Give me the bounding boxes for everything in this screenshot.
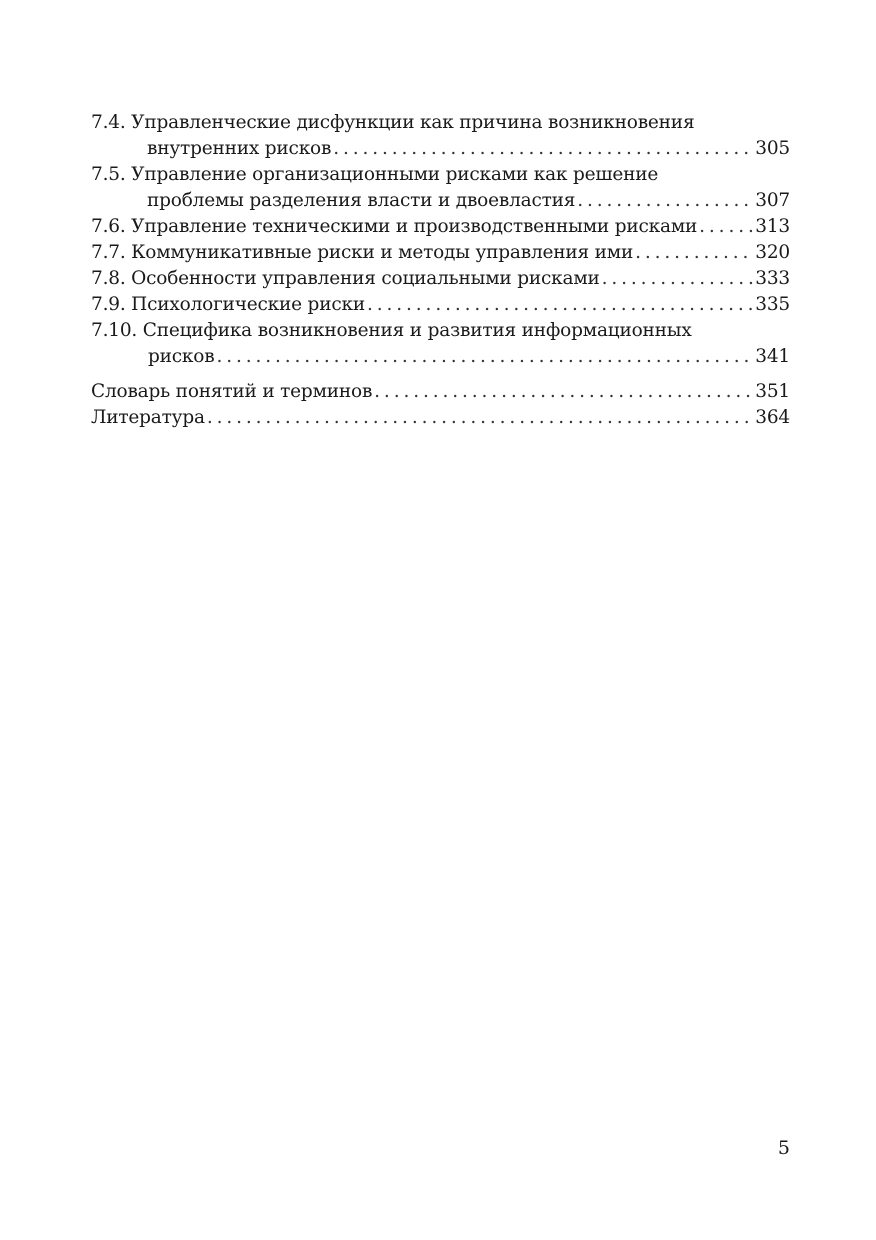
toc-entry-title: Литература	[91, 407, 205, 428]
table-of-contents	[91, 110, 790, 431]
toc-page-number: 351	[755, 381, 790, 402]
toc-page-number: 335	[755, 294, 790, 315]
page-number: 5	[777, 1137, 790, 1159]
dot-leader	[367, 292, 753, 318]
toc-entry-7-6[interactable]	[91, 214, 790, 240]
toc-entry-literature[interactable]	[91, 405, 790, 431]
toc-entry-title-line2: внутренних рисков	[147, 138, 332, 159]
toc-entry-title-line1: 7.10. Специфика возникновения и развития информационных	[91, 320, 692, 341]
toc-page-number: 364	[755, 407, 790, 428]
toc-page-number: 333	[755, 268, 790, 289]
dot-leader	[635, 240, 753, 266]
toc-entry-title: 7.6. Управление техническими и производственными рисками	[91, 216, 698, 237]
toc-entry-title-line1: 7.4. Управленческие дисфункции как причина возникновения	[91, 112, 695, 133]
toc-entry-title: 7.7. Коммуникативные риски и методы управления ими	[91, 242, 634, 263]
toc-entry-title: 7.8. Особенности управления социальными рисками	[91, 268, 600, 289]
toc-entry-7-5[interactable]	[91, 162, 790, 214]
dot-leader	[207, 405, 753, 431]
dot-leader	[216, 344, 753, 370]
toc-page-number: 305	[755, 138, 790, 159]
toc-entry-7-4[interactable]	[91, 110, 790, 162]
toc-page-number: 320	[755, 242, 790, 263]
dot-leader	[577, 188, 753, 214]
dot-leader	[333, 136, 753, 162]
toc-entry-title-line2: проблемы разделения власти и двоевластия	[147, 190, 576, 211]
toc-entry-glossary[interactable]	[91, 379, 790, 405]
toc-entry-title: 7.9. Психологические риски	[91, 294, 365, 315]
dot-leader	[699, 214, 753, 240]
toc-entry-7-9[interactable]	[91, 292, 790, 318]
dot-leader	[602, 266, 754, 292]
toc-entry-7-8[interactable]	[91, 266, 790, 292]
toc-page-number: 341	[755, 346, 790, 367]
toc-entry-title-line1: 7.5. Управление организационными рисками как решение	[91, 164, 659, 185]
toc-page-number: 313	[755, 216, 790, 237]
toc-page-number: 307	[755, 190, 790, 211]
toc-entry-7-10[interactable]	[91, 318, 790, 370]
toc-entry-title: Словарь понятий и терминов	[91, 381, 373, 402]
toc-entry-title-line2: рисков	[148, 346, 215, 367]
toc-entry-7-7[interactable]	[91, 240, 790, 266]
dot-leader	[374, 379, 753, 405]
